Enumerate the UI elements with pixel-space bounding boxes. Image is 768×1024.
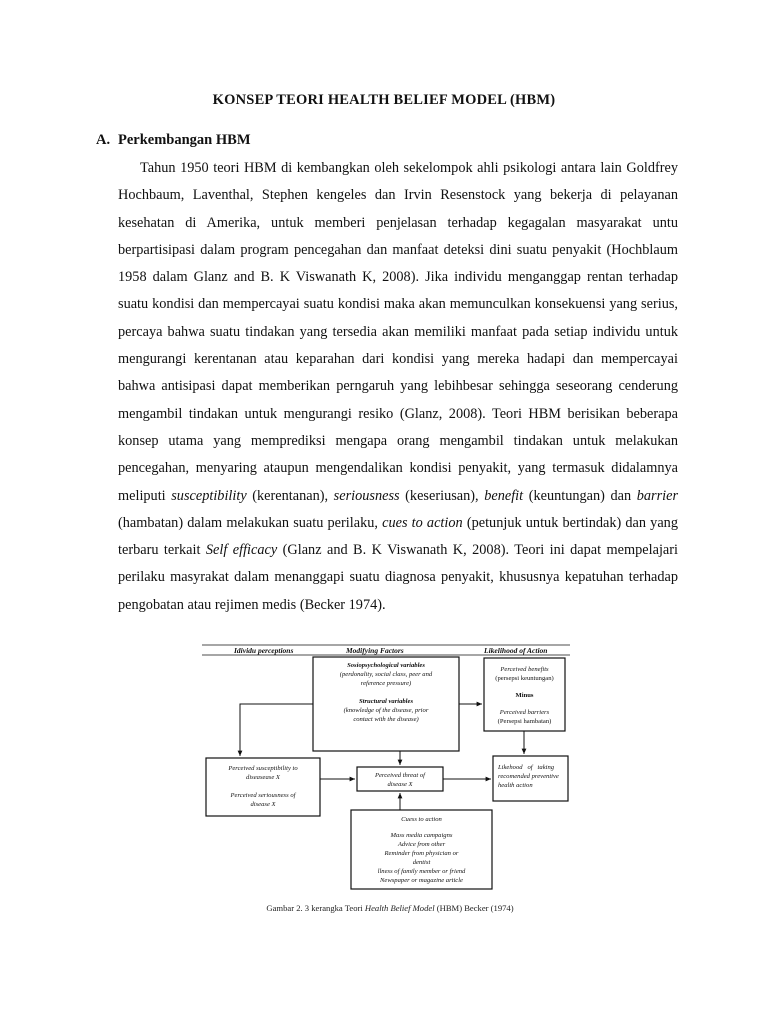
section-heading (96, 132, 251, 149)
body-paragraph (118, 155, 678, 619)
minus-label: Minus (515, 692, 534, 699)
threat-line1: Perceived threat of (374, 772, 426, 779)
text-run: (keseriusan), (405, 487, 479, 504)
text-run: Tahun 1950 teori HBM di kembangkan oleh sekelompok ahli psikologi antara lain Goldfrey Hochbaum, Laventhal, Stephen kengeles dan Irvin Resenstock yang bekerja di pelayanan kesehatan di Amerika, untuk memberi penjelasan terhadap kegagalan masyarakat untu berpartisipasi dalam program pencegahan dan manfaat deteksi dini suatu penyakit (Hochblaum 1958 dalam Glanz and B. K Viswanath K, 2008). Jika individu menganggap rentan terhadap suatu kondisi dan mempercayai suatu kondisi maka akan memunculkan konsekuensi yang serius, percaya bahwa suatu tindakan yang tersedia akan memiliki manfaat pada setiap individu untuk mengurangi kerentanan atau keparahan dari kondisi yang mereka hadapi dan mempercayai bahwa antisipasi dapat memberikan perngaruh yang lebihbesar sehingga seseorang cenderung mengambil tindakan untuk mengurangi resiko (Glanz, 2008). Teori HBM berisikan beberapa konsep utama yang memprediksi mengapa orang mengambil tindakan untuk melakukan pencegahan, menyaring ataupun mengendalikan kondisi penyakit, yang termasuk didalamnya meliputi (118, 160, 678, 504)
action-line2: recomended preventive (498, 773, 559, 780)
sociopsych-line2: reference pressure) (360, 680, 412, 687)
caption-italic: Health Belief Model (364, 903, 435, 913)
hbm-diagram (200, 640, 572, 898)
seriousness-line1: Perceived seriousness of (230, 792, 296, 799)
term-seriousness: seriousness (333, 487, 400, 504)
term-benefit: benefit (484, 487, 524, 504)
cue-dentist: dentist (412, 859, 431, 866)
sociopsych-line1: (perdonality, social class, peer and (339, 671, 433, 678)
susceptibility-line1: Perceived susceptibility to (228, 765, 298, 772)
term-cues-to-action: cues to action (382, 514, 463, 531)
structural-line2: contact with the disease) (353, 716, 419, 723)
perceived-barriers-id: (Persepsi hambatan) (497, 718, 552, 725)
action-line1: Likehood of taking (498, 764, 555, 771)
caption-suffix: (HBM) Becker (1974) (436, 903, 514, 913)
perceived-benefits-id: (persepsi keuntungan) (495, 675, 554, 682)
term-susceptibility: susceptibility (171, 487, 247, 504)
text-run: (hambatan) dalam melakukan suatu perilaku, (118, 514, 378, 531)
text-run: (Glanz and B. K Viswanath K, 2008). Teori ini dapat mempelajari perilaku masyrakat dalam menanggapi suatu diagnosa penyakit, khususnya kepatuhan terhadap pengobatan atau rejimen medis (Becker 1974). (118, 542, 679, 613)
term-self-efficacy: Self efficacy (205, 542, 278, 559)
figure-caption (250, 903, 530, 913)
arrow-modifying-to-individual (240, 704, 313, 756)
cues-title: Cuess to action (401, 816, 442, 823)
susceptibility-line2: diseasease X (246, 774, 280, 781)
structural-title: Structural variables (358, 698, 414, 705)
caption-prefix: Gambar 2. 3 kerangka Teori (266, 903, 363, 913)
term-barrier: barrier (636, 487, 679, 504)
header-likelihood-of-action: Likelihood of Action (484, 646, 548, 655)
text-run: (keuntungan) dan (528, 487, 632, 504)
action-line3: health action (498, 782, 533, 789)
cue-mass-media: Mass media campaigns (390, 832, 453, 839)
perceived-benefits-label: Perceived benefits (500, 666, 549, 673)
cue-advice: Advice from other (397, 841, 446, 848)
section-number: A. (96, 132, 111, 148)
sociopsych-title: Sosiopsychological variables (347, 662, 425, 669)
structural-line1: (knowledge of the disease, prior (343, 707, 429, 714)
section-title: Perkembangan HBM (118, 132, 251, 148)
header-individual-perceptions: Idividu perceptions (234, 646, 294, 655)
seriousness-line2: disease X (250, 801, 276, 808)
text-run: (petunjuk untuk bertindak) dan yang terbaru terkait (118, 514, 678, 559)
cue-newspaper: Newspaper or magazine article (380, 877, 463, 884)
threat-line2: disease X (387, 781, 413, 788)
document-title: KONSEP TEORI HEALTH BELIEF MODEL (HBM) (212, 92, 556, 108)
header-modifying-factors: Modifying Factors (346, 646, 404, 655)
cue-reminder: Reminder from physician or (384, 850, 459, 857)
perceived-barriers-label: Perceived barriers (499, 709, 550, 716)
cue-illness: llness of family member or friend (377, 868, 466, 875)
text-run: (kerentanan), (252, 487, 329, 504)
